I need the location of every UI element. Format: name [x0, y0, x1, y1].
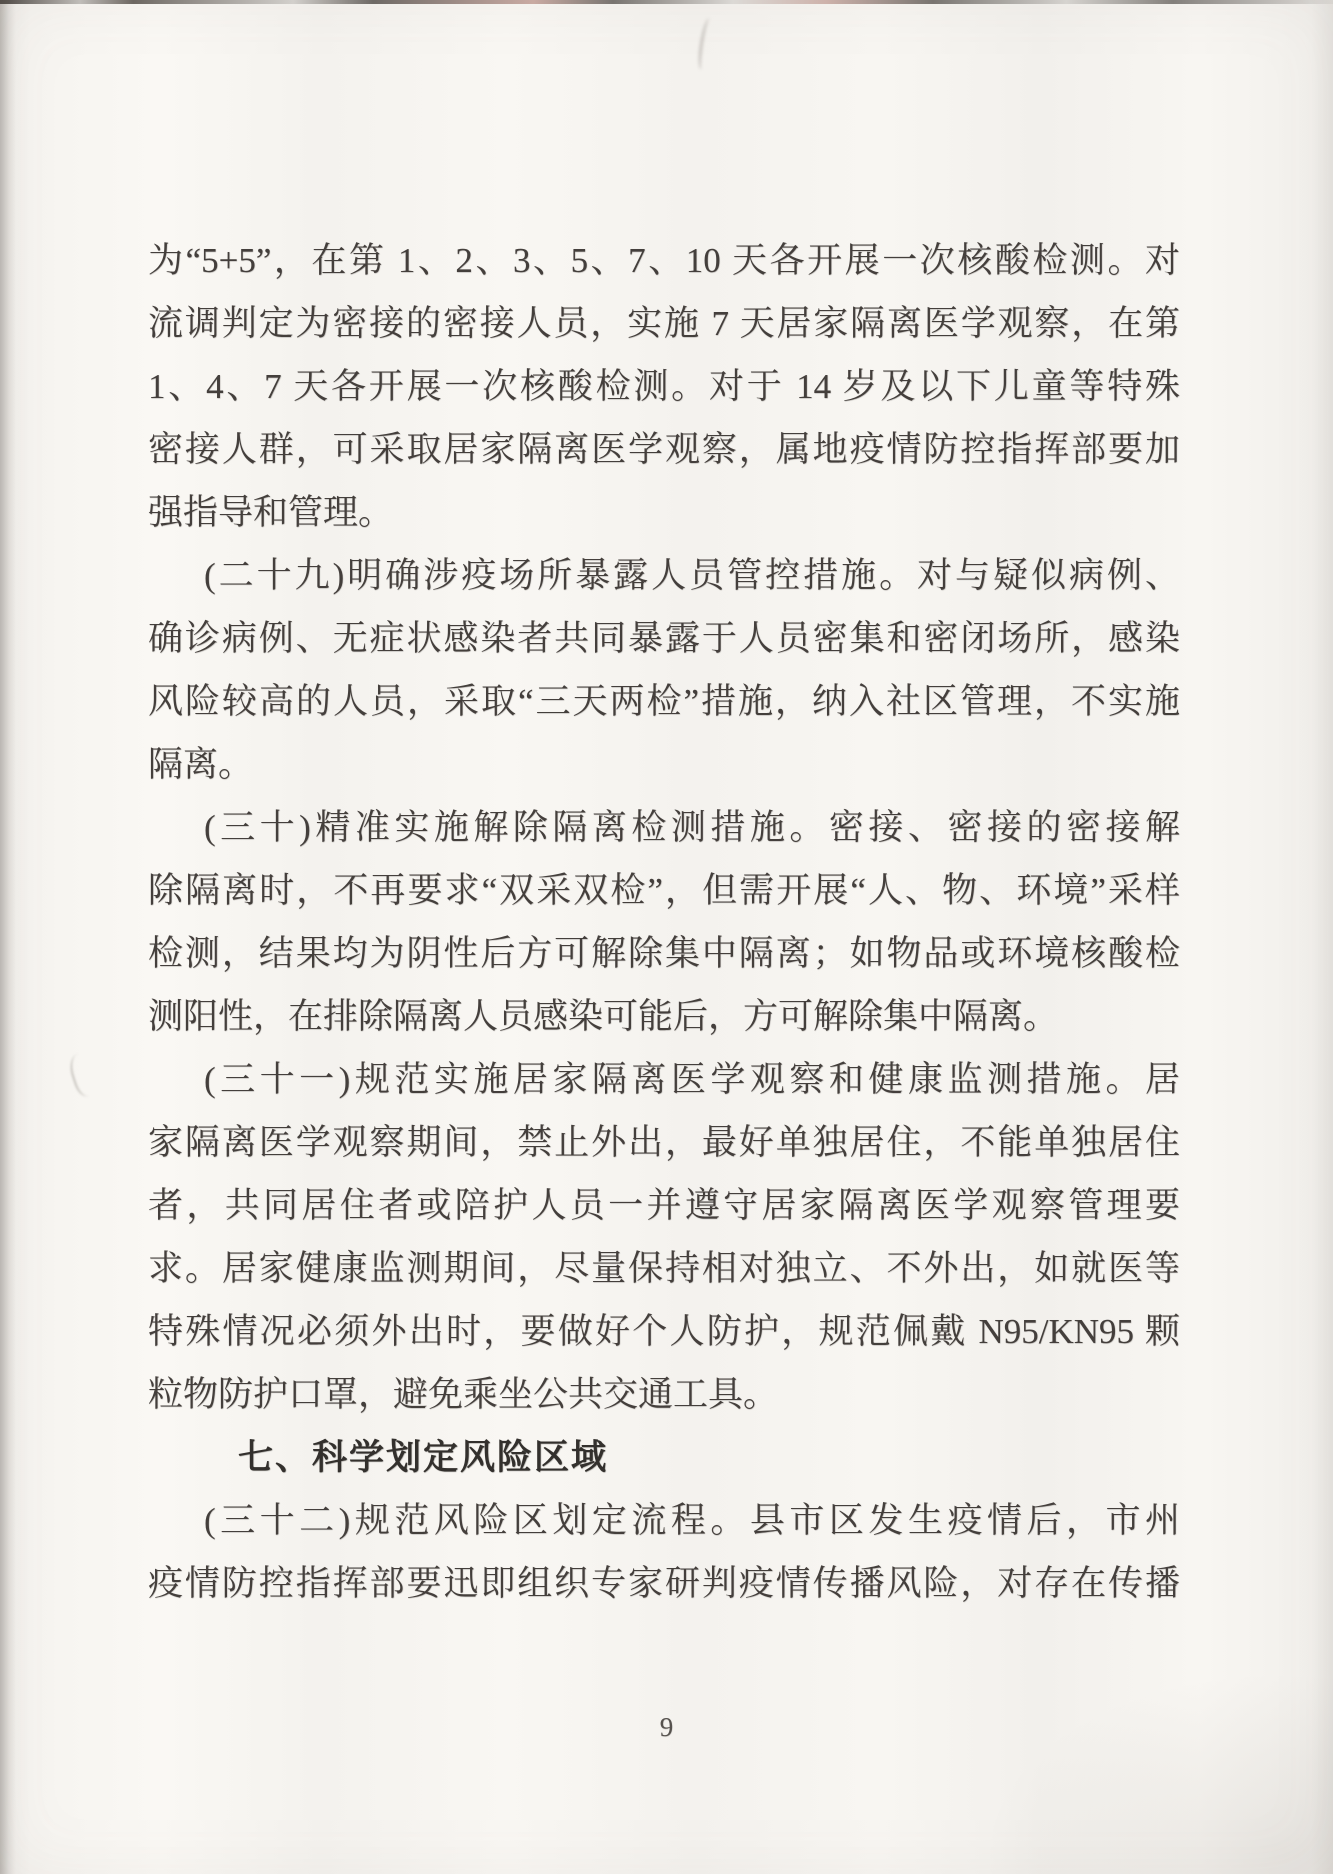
text-line: 密接人群，可采取居家隔离医学观察，属地疫情防控指挥部要加: [148, 430, 1180, 469]
scan-edge-artifact-left: [0, 0, 16, 1874]
text-line: 确诊病例、无症状感染者共同暴露于人员密集和密闭场所，感染: [148, 619, 1180, 658]
text-line: 疫情防控指挥部要迅即组织专家研判疫情传播风险，对存在传播: [148, 1564, 1180, 1603]
text-line: 隔离。: [148, 745, 254, 784]
scan-smudge: [696, 17, 714, 70]
text-line: (三十)精准实施解除隔离检测措施。密接、密接的密接解: [204, 808, 1180, 847]
text-line: 检测，结果均为阴性后方可解除集中隔离；如物品或环境核酸检: [148, 934, 1180, 973]
text-line: 测阳性，在排除隔离人员感染可能后，方可解除集中隔离。: [148, 997, 1059, 1036]
text-line: 为“5+5”，在第 1、2、3、5、7、10 天各开展一次核酸检测。对: [148, 241, 1180, 280]
text-line: 家隔离医学观察期间，禁止外出，最好单独居住，不能单独居住: [148, 1123, 1180, 1162]
scan-smudge: [66, 1049, 106, 1099]
text-line: 流调判定为密接的密接人员，实施 7 天居家隔离医学观察，在第: [148, 304, 1180, 343]
text-line: 特殊情况必须外出时，要做好个人防护，规范佩戴 N95/KN95 颗: [148, 1312, 1180, 1351]
text-line: 风险较高的人员，采取“三天两检”措施，纳入社区管理，不实施: [148, 682, 1180, 721]
text-line: (三十二)规范风险区划定流程。县市区发生疫情后，市州: [204, 1501, 1180, 1540]
section-heading: 七、科学划定风险区域: [238, 1438, 609, 1477]
text-line: 除隔离时，不再要求“双采双检”，但需开展“人、物、环境”采样: [148, 871, 1180, 910]
document-body: [148, 229, 1180, 1615]
text-line: 求。居家健康监测期间，尽量保持相对独立、不外出，如就医等: [148, 1249, 1180, 1288]
text-line: 强指导和管理。: [148, 493, 394, 532]
text-line: (二十九)明确涉疫场所暴露人员管控措施。对与疑似病例、: [204, 556, 1180, 595]
text-line: 者，共同居住者或陪护人员一并遵守居家隔离医学观察管理要: [148, 1186, 1180, 1225]
page-number: 9: [659, 1712, 674, 1742]
text-line: 粒物防护口罩，避免乘坐公共交通工具。: [148, 1375, 779, 1414]
text-line: (三十一)规范实施居家隔离医学观察和健康监测措施。居: [204, 1060, 1180, 1099]
scan-edge-artifact-top: [0, 0, 1333, 4]
text-line: 1、4、7 天各开展一次核酸检测。对于 14 岁及以下儿童等特殊: [148, 367, 1180, 406]
